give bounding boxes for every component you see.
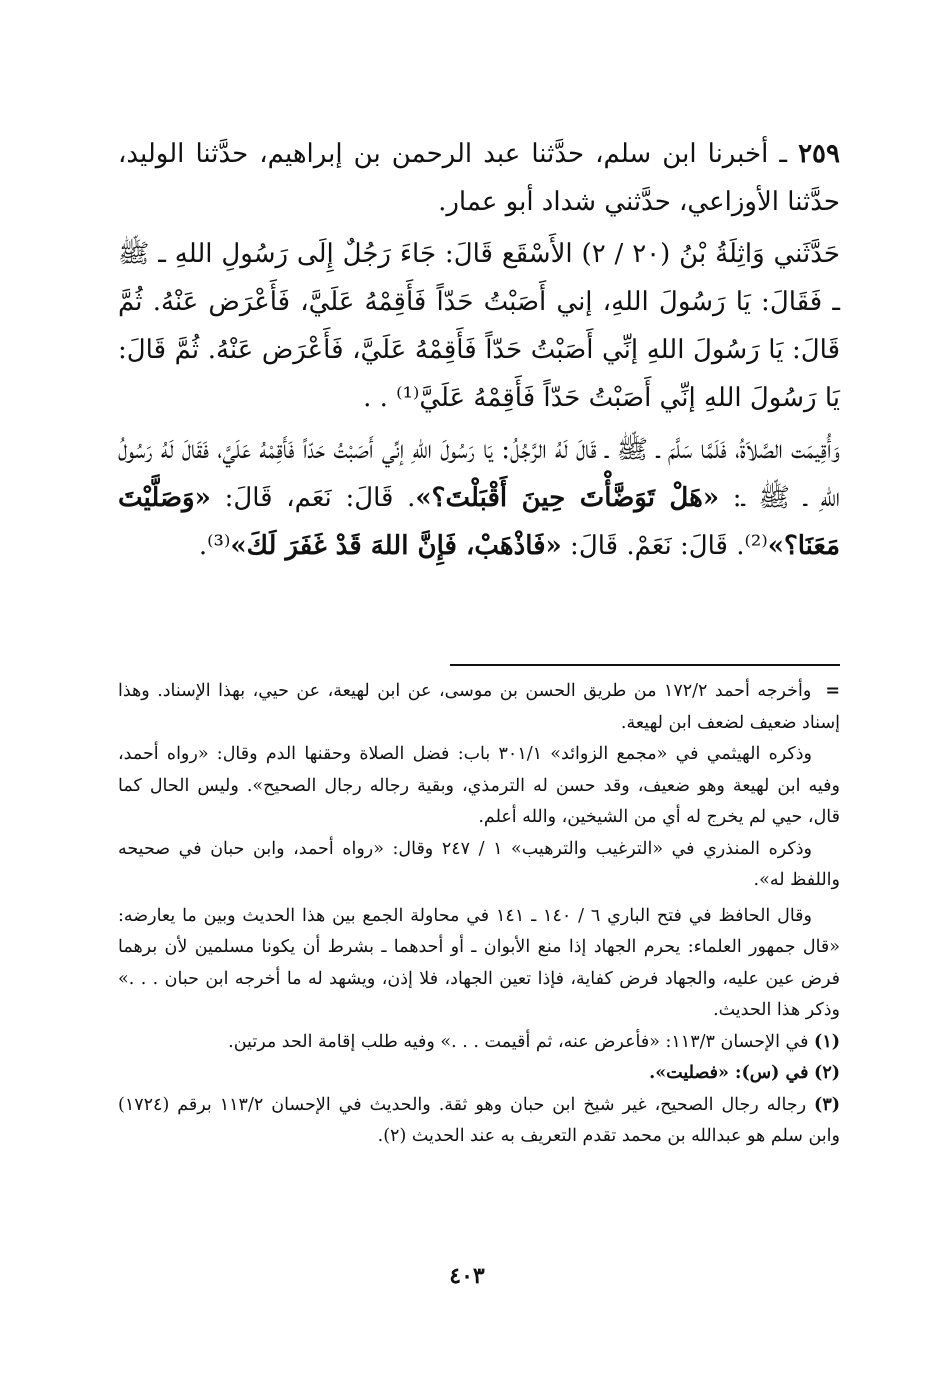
- hadith-paragraph-1: حَدَّثَني وَاثِلَةُ بْنُ (٢٠ / ٢) الأَسْقَع قَالَ: جَاءَ رَجُلٌ إِلَى رَسُولِ اللهِ ـ ﷺ ـ فَقَالَ: يَا رَسُولَ اللهِ، إني أَصَبْتُ حَدّاً فَأَقِمْهُ عَلَيَّ، فَأَعْرَض عَنْهُ. ثُمَّ قَالَ: يَا رَسُولَ اللهِ إنِّي أَصَبْتُ حَدّاً فَأَقِمْهُ عَلَيَّ، فَأَعْرَض عَنْهُ. ثُمَّ قَالَ: يَا رَسُولَ اللهِ إنِّي أَصَبْتُ حَدّاً فَأَقِمْهُ عَلَيَّ⁽¹⁾ . .: [118, 239, 840, 413]
- hadith-paragraph-2: [118, 426, 840, 570]
- footnote-marker: (٣): [814, 1094, 840, 1115]
- footnotes: [118, 676, 840, 1153]
- footnote-marker: (١): [814, 1031, 840, 1052]
- footnote-paragraph: وذكره الهيثمي في «مجمع الزوائد» ٣٠١/١ باب: فضل الصلاة وحقنها الدم وقال: «رواه أحمد، وفيه ابن لهيعة وهو ضعيف، وقد حسن له الترمذي، وبقية رجاله رجال الصحيح». وليس الحال كما قال، حيي لم يخرج له أي من الشيخين، والله أعلم.: [118, 744, 840, 827]
- footnote-ref: ⁽³⁾.: [198, 531, 231, 561]
- narration-text: وَأُقِيمَت الصَّلاَةُ، فَلَمَّا سَلَّمَ ـ ﷺ ـ قَالَ لَهُ الرَّجُلُ: يَا رَسُولَ اللهِ إنِّي أَصَبْتُ حَدّاً فَأَقِمْهُ عَلَيَّ، فَقَالَ لَهُ رَسُولُ اللهِ ـ ﷺ ـ:: [118, 435, 840, 513]
- isnad-text: ـ أخبرنا ابن سلم، حدَّثنا عبد الرحمن بن إبراهيم، حدَّثنا الوليد، حدَّثنا الأوزاعي، حدَّثني شداد أبو عمار.: [118, 139, 840, 217]
- prophet-quote: «هَلْ تَوَضَّأْتَ حِينَ أَقْبَلْتَ؟»: [415, 483, 720, 513]
- footnote-paragraph: وذكره المنذري في «الترغيب والترهيب» ١ / ٢٤٧ وقال: «رواه أحمد، وابن حبان في صحيحه واللفظ له».: [118, 838, 840, 890]
- continuation-mark: =: [825, 681, 840, 701]
- footnote-paragraph: وقال الحافظ في فتح الباري ٦ / ١٤٠ ـ ١٤١ في محاولة الجمع بين هذا الحديث وبين ما يعارضه: «قال جمهور العلماء: يحرم الجهاد إذا منع الأبوان ـ أو أحدهما ـ بشرط أن يكونا مسلمين لأن برهما فرض عين عليه، والجهاد فرض كفاية، فإذا تعين الجهاد، فلا إذن، ويشهد له ما أخرجه ابن حبان . . .» وذكر هذا الحديث.: [118, 905, 840, 1020]
- hadith-body: [118, 130, 840, 570]
- footnote-divider: [450, 664, 840, 666]
- footnote-2: (٢) في (س): «فصليت».: [649, 1063, 840, 1083]
- hadith-isnad: [118, 130, 840, 226]
- footnote-continuation: =وأخرجه أحمد ١٧٢/٢ من طريق الحسن بن موسى، عن ابن لهيعة، عن حيي، بهذا الإسناد. وهذا إسناد ضعيف لضعف ابن لهيعة.: [118, 681, 840, 733]
- narration-text: . قَالَ: نَعَمْ. قَالَ:: [561, 531, 745, 561]
- narration-text: . قَالَ: نَعَم، قَالَ:: [210, 483, 416, 513]
- hadith-number: ٢٥٩: [798, 139, 840, 169]
- footnote-marker: (٢): [814, 1063, 840, 1083]
- footnote-1: (١) في الإحسان ١١٣/٣: «فأعرض عنه، ثم أقيمت . . .» وفيه طلب إقامة الحد مرتين.: [228, 1031, 840, 1052]
- prophet-quote: «وَصَلَّيْتَ مَعَنَا؟»: [118, 483, 840, 561]
- footnote-3: (٣) رجاله رجال الصحيح، غير شيخ ابن حبان وهو ثقة. والحديث في الإحسان ١١٣/٢ برقم (١٧٢٤) وابن سلم هو عبدالله بن محمد تقدم التعريف به عند الحديث (٢).: [118, 1094, 840, 1146]
- page-number: ٤٠٣: [449, 1263, 485, 1289]
- footnote-ref: ⁽²⁾: [744, 531, 768, 561]
- prophet-quote: «فَاذْهَبْ، فَإِنَّ اللهَ قَدْ غَفَرَ لَكَ»: [230, 531, 562, 561]
